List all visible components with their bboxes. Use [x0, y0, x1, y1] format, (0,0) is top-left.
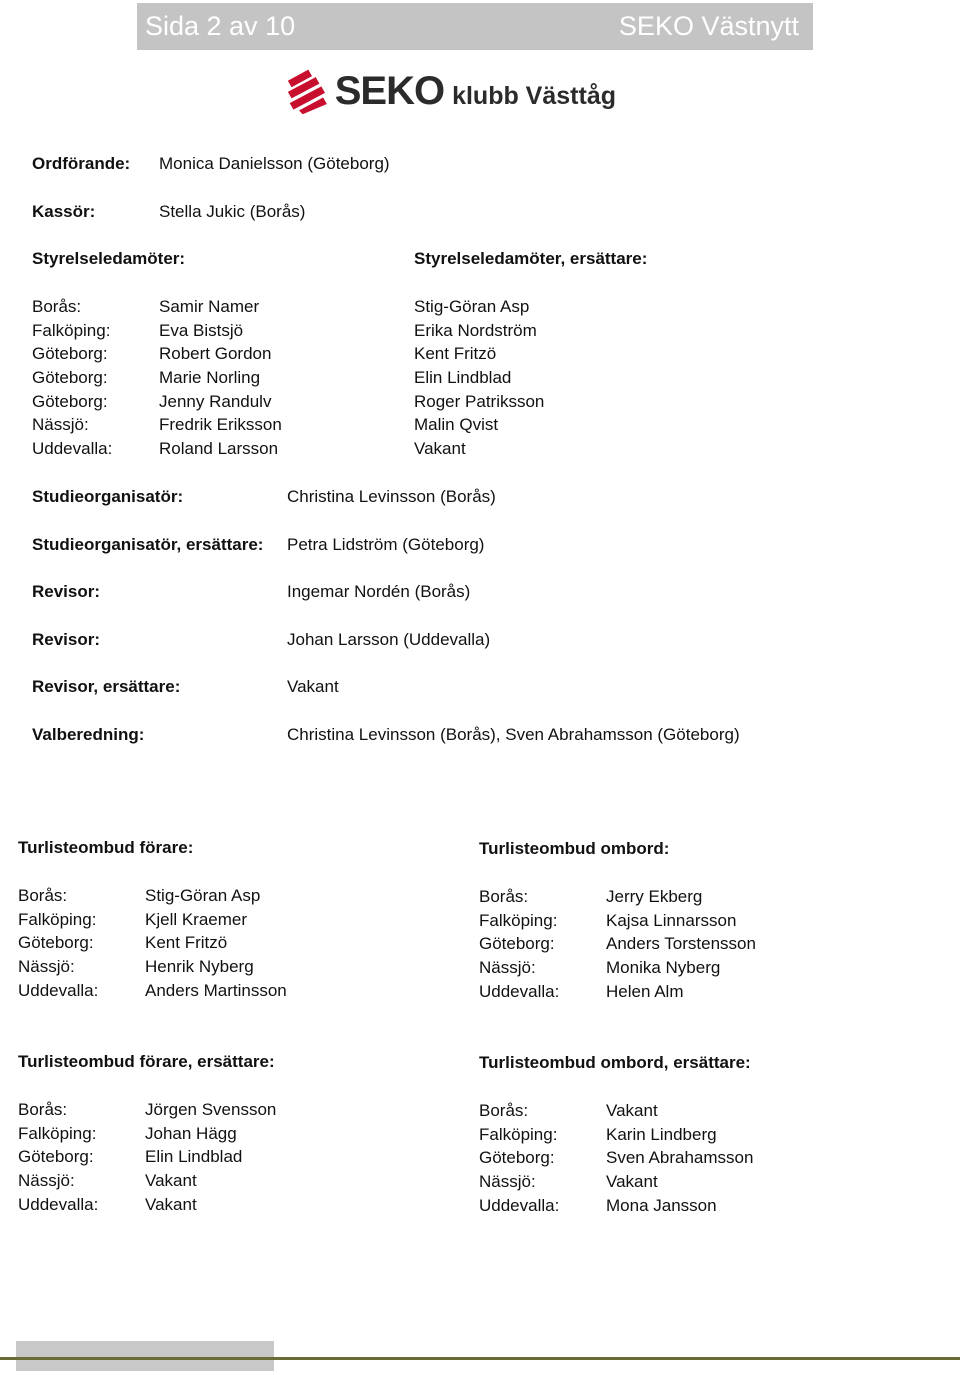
board-city: Falköping:	[32, 321, 111, 340]
turlist-city: Borås:	[18, 886, 68, 905]
role-label: Revisor, ersättare:	[32, 677, 181, 696]
role-value: Christina Levinsson (Borås), Sven Abrahamsson (Göteborg)	[287, 725, 740, 744]
turlist-name: Jerry Ekberg	[606, 887, 703, 906]
turlist-city: Falköping:	[479, 911, 558, 930]
board-member: Robert Gordon	[159, 344, 272, 363]
turlist-driver-alt-heading: Turlisteombud förare, ersättare:	[18, 1052, 275, 1071]
role-value: Johan Larsson (Uddevalla)	[287, 630, 491, 649]
board-member: Jenny Randulv	[159, 392, 272, 411]
role-label: Studieorganisatör, ersättare:	[32, 535, 264, 554]
board-member: Fredrik Eriksson	[159, 415, 282, 434]
officer-label-chair: Ordförande:	[32, 154, 131, 173]
turlist-name: Vakant	[606, 1101, 658, 1120]
board-member: Marie Norling	[159, 368, 261, 387]
turlist-city: Borås:	[479, 887, 529, 906]
turlist-onboard-heading: Turlisteombud ombord:	[479, 839, 670, 858]
role-label: Revisor:	[32, 630, 101, 649]
role-value: Ingemar Nordén (Borås)	[287, 582, 471, 601]
board-city: Göteborg:	[32, 392, 108, 411]
role-value: Vakant	[287, 677, 339, 696]
page-header	[137, 3, 813, 50]
turlist-name: Kjell Kraemer	[145, 910, 248, 929]
turlist-name: Anders Martinsson	[145, 981, 287, 1000]
logo-brand: SEKO	[334, 68, 445, 113]
board-city: Göteborg:	[32, 368, 108, 387]
board-alternate-heading: Styrelseledamöter, ersättare:	[414, 249, 648, 268]
turlist-city: Falköping:	[18, 1124, 97, 1143]
turlist-name: Vakant	[606, 1172, 658, 1191]
turlist-name: Mona Jansson	[606, 1196, 717, 1215]
turlist-name: Karin Lindberg	[606, 1125, 717, 1144]
board-city: Borås:	[32, 297, 82, 316]
board-alternate: Vakant	[414, 439, 466, 458]
logo-subtitle: klubb Västtåg	[452, 81, 616, 110]
turlist-city: Nässjö:	[479, 1172, 536, 1191]
turlist-city: Göteborg:	[18, 1147, 94, 1166]
turlist-name: Kajsa Linnarsson	[606, 911, 737, 930]
officer-label-treasurer: Kassör:	[32, 202, 96, 221]
board-alternate: Erika Nordström	[414, 321, 537, 340]
turlist-city: Nässjö:	[18, 957, 75, 976]
seko-logo	[286, 62, 616, 120]
board-member: Roland Larsson	[159, 439, 279, 458]
turlist-city: Göteborg:	[479, 1148, 555, 1167]
board-alternate: Elin Lindblad	[414, 368, 512, 387]
footer-bar	[16, 1341, 274, 1371]
turlist-onboard-alt-heading: Turlisteombud ombord, ersättare:	[479, 1053, 751, 1072]
turlist-name: Johan Hägg	[145, 1124, 237, 1143]
turlist-city: Göteborg:	[479, 934, 555, 953]
turlist-city: Göteborg:	[18, 933, 94, 952]
role-label: Valberedning:	[32, 725, 145, 744]
turlist-name: Jörgen Svensson	[145, 1100, 277, 1119]
officer-value-chair: Monica Danielsson (Göteborg)	[159, 154, 390, 173]
role-value: Christina Levinsson (Borås)	[287, 487, 496, 506]
footer-divider	[0, 1357, 960, 1360]
turlist-name: Vakant	[145, 1195, 197, 1214]
board-member: Samir Namer	[159, 297, 260, 316]
turlist-city: Borås:	[18, 1100, 68, 1119]
newsletter-title: SEKO Västnytt	[618, 11, 799, 41]
turlist-city: Uddevalla:	[479, 982, 560, 1001]
role-label: Revisor:	[32, 582, 101, 601]
role-label: Studieorganisatör:	[32, 487, 184, 506]
turlist-city: Uddevalla:	[479, 1196, 560, 1215]
board-alternate: Stig-Göran Asp	[414, 297, 530, 316]
officer-value-treasurer: Stella Jukic (Borås)	[159, 202, 306, 221]
turlist-name: Sven Abrahamsson	[606, 1148, 754, 1167]
turlist-city: Nässjö:	[18, 1171, 75, 1190]
turlist-name: Stig-Göran Asp	[145, 886, 261, 905]
turlist-city: Nässjö:	[479, 958, 536, 977]
turlist-city: Uddevalla:	[18, 981, 99, 1000]
turlist-driver-heading: Turlisteombud förare:	[18, 838, 194, 857]
board-alternate: Malin Qvist	[414, 415, 499, 434]
role-value: Petra Lidström (Göteborg)	[287, 535, 485, 554]
turlist-city: Falköping:	[479, 1125, 558, 1144]
board-member: Eva Bistsjö	[159, 321, 244, 340]
turlist-name: Henrik Nyberg	[145, 957, 254, 976]
turlist-name: Elin Lindblad	[145, 1147, 243, 1166]
board-city: Uddevalla:	[32, 439, 113, 458]
turlist-name: Monika Nyberg	[606, 958, 721, 977]
seko-emblem-icon	[286, 66, 329, 116]
logo-wordmark	[335, 69, 616, 114]
board-heading: Styrelseledamöter:	[32, 249, 186, 268]
page-number: Sida 2 av 10	[145, 11, 296, 41]
turlist-name: Vakant	[145, 1171, 197, 1190]
turlist-city: Borås:	[479, 1101, 529, 1120]
turlist-city: Uddevalla:	[18, 1195, 99, 1214]
board-city: Nässjö:	[32, 415, 89, 434]
board-alternate: Roger Patriksson	[414, 392, 545, 411]
board-city: Göteborg:	[32, 344, 108, 363]
turlist-name: Anders Torstensson	[606, 934, 756, 953]
turlist-name: Helen Alm	[606, 982, 684, 1001]
turlist-name: Kent Fritzö	[145, 933, 228, 952]
board-alternate: Kent Fritzö	[414, 344, 497, 363]
turlist-city: Falköping:	[18, 910, 97, 929]
